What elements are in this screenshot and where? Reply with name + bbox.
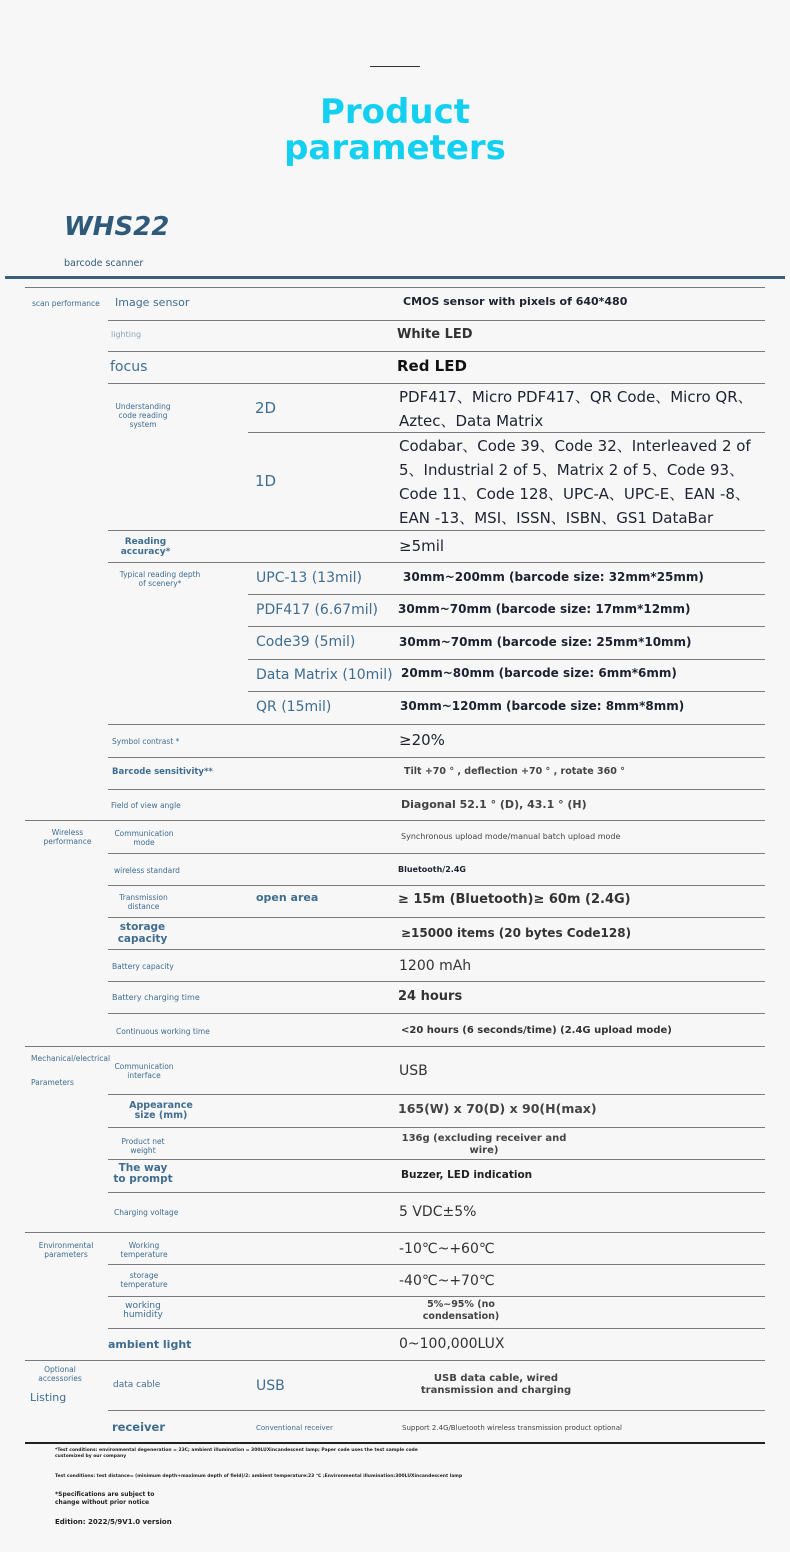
depth-range-3: 30mm~70mm (barcode size: 25mm*10mm) bbox=[399, 635, 692, 649]
storage-temp-label: storage temperature bbox=[120, 1271, 168, 1289]
lighting-label: lighting bbox=[111, 330, 142, 339]
comm-mode-label: Communication mode bbox=[114, 829, 174, 847]
rule bbox=[108, 853, 765, 854]
section-listing: Listing bbox=[30, 1391, 67, 1404]
receiver-value: Support 2.4G/Bluetooth wireless transmission product optional bbox=[402, 1424, 622, 1432]
weight-value: 136g (excluding receiver and wire) bbox=[401, 1133, 567, 1156]
rule bbox=[108, 1264, 765, 1265]
footer-note-1: *Test conditions: environmental degeneration = 23C; ambient illumination = 300LUXincandescent lamp; Paper code uses the test sample code customized by our company bbox=[55, 1448, 418, 1459]
symbol-contrast-label: Symbol contrast * bbox=[112, 737, 180, 746]
size-value: 165(W) x 70(D) x 90(H(max) bbox=[398, 1101, 597, 1116]
depth-range-5: 30mm~120mm (barcode size: 8mm*8mm) bbox=[400, 699, 685, 713]
weight-label: Product net weight bbox=[121, 1137, 165, 1155]
focus-label: focus bbox=[110, 359, 148, 375]
rule bbox=[108, 1094, 765, 1095]
transmission-label: Transmission distance bbox=[119, 893, 168, 911]
code-1d-value: Codabar、Code 39、Code 32、Interleaved 2 of 5、Industrial 2 of 5、Matrix 2 of 5、Code 93、Code 11、Code 128、UPC-A、UPC-E、EAN -8、EAN -13、MSI、ISSN、ISBN、GS1 DataBar bbox=[399, 437, 751, 527]
size-label: Appearance size (mm) bbox=[129, 1100, 193, 1121]
charging-time-label: Battery charging time bbox=[112, 993, 200, 1002]
work-temp-value: -10℃~+60℃ bbox=[399, 1241, 495, 1257]
storage-value: ≥15000 items (20 bytes Code128) bbox=[401, 926, 632, 940]
storage-label: storage capacity bbox=[117, 921, 168, 945]
reading-accuracy-value: ≥5mil bbox=[399, 537, 445, 555]
fov-value: Diagonal 52.1 ° (D), 43.1 ° (H) bbox=[401, 798, 587, 811]
rule bbox=[25, 1232, 765, 1233]
page-title-line1: Product bbox=[320, 92, 470, 132]
model-name: WHS22 bbox=[64, 212, 170, 242]
receiver-label: receiver bbox=[112, 1420, 165, 1434]
data-cable-value: USB data cable, wired transmission and charging bbox=[420, 1373, 572, 1396]
depth-code-4: Data Matrix (10mil) bbox=[256, 667, 393, 683]
comm-mode-value: Synchronous upload mode/manual batch upload mode bbox=[401, 832, 621, 841]
image-sensor-label: Image sensor bbox=[115, 296, 190, 309]
data-cable-sub: USB bbox=[256, 1378, 285, 1394]
rule bbox=[108, 1296, 765, 1297]
code-2d-value: PDF417、Micro PDF417、QR Code、Micro QR、Aztec、Data Matrix bbox=[399, 388, 753, 430]
code-system-label: Understanding code reading system bbox=[115, 402, 171, 429]
data-cable-label: data cable bbox=[113, 1380, 161, 1390]
footer-note-3: *Specifications are subject to change without prior notice bbox=[55, 1491, 155, 1506]
rule bbox=[25, 1046, 765, 1047]
section-optional: Optional accessories bbox=[38, 1365, 82, 1383]
page-title bbox=[240, 94, 550, 166]
work-temp-label: Working temperature bbox=[120, 1241, 168, 1259]
receiver-sub: Conventional receiver bbox=[256, 1424, 333, 1432]
battery-label: Battery capacity bbox=[112, 962, 174, 971]
rule bbox=[108, 351, 765, 352]
rule bbox=[248, 594, 765, 595]
header-divider bbox=[370, 66, 420, 67]
rule bbox=[108, 885, 765, 886]
code-1d-label: 1D bbox=[255, 472, 277, 490]
rule bbox=[108, 949, 765, 950]
footer-thick-rule bbox=[25, 1442, 765, 1444]
depth-range-4: 20mm~80mm (barcode size: 6mm*6mm) bbox=[401, 666, 677, 680]
rule bbox=[248, 659, 765, 660]
footer-note-2: Test conditions: test distance= (minimum depth+maximum depth of field)/2: ambient temperature:23 ℃ ;Environmental illumination:300LUXincandescent lamp bbox=[55, 1474, 463, 1479]
depth-range-2: 30mm~70mm (barcode size: 17mm*12mm) bbox=[398, 602, 691, 616]
section-environmental: Environmental parameters bbox=[38, 1241, 94, 1259]
working-time-label: Continuous working time bbox=[116, 1027, 210, 1036]
prompt-label: The way to prompt bbox=[113, 1162, 173, 1185]
ambient-label: ambient light bbox=[108, 1338, 192, 1351]
working-time-value: <20 hours (6 seconds/time) (2.4G upload mode) bbox=[401, 1025, 672, 1036]
rule bbox=[25, 820, 765, 821]
lighting-value: White LED bbox=[397, 327, 473, 342]
barcode-sensitivity-label: Barcode sensitivity** bbox=[112, 767, 213, 777]
comm-interface-value: USB bbox=[399, 1063, 428, 1079]
rule bbox=[248, 626, 765, 627]
depth-range-1: 30mm~200mm (barcode size: 32mm*25mm) bbox=[403, 570, 704, 584]
code-2d-label: 2D bbox=[255, 399, 277, 417]
comm-interface-label: Communication interface bbox=[114, 1062, 174, 1080]
rule bbox=[108, 1013, 765, 1014]
rule bbox=[108, 789, 765, 790]
section-mech-1: Mechanical/electrical bbox=[31, 1054, 111, 1063]
wireless-std-label: wireless standard bbox=[114, 866, 180, 875]
depth-code-2: PDF417 (6.67mil) bbox=[256, 602, 378, 618]
transmission-sub: open area bbox=[256, 891, 319, 904]
rule bbox=[108, 1127, 765, 1128]
ambient-value: 0~100,000LUX bbox=[399, 1336, 505, 1352]
rule bbox=[108, 530, 765, 531]
voltage-value: 5 VDC±5% bbox=[399, 1204, 477, 1220]
rule bbox=[108, 383, 765, 384]
humidity-label: working humidity bbox=[123, 1301, 163, 1320]
rule bbox=[108, 724, 765, 725]
fov-label: Field of view angle bbox=[111, 801, 181, 810]
depth-code-5: QR (15mil) bbox=[256, 699, 332, 715]
product-type: barcode scanner bbox=[64, 258, 144, 269]
charging-time-value: 24 hours bbox=[398, 989, 463, 1004]
rule bbox=[108, 1192, 765, 1193]
rule bbox=[108, 562, 765, 563]
section-wireless: Wireless performance bbox=[43, 828, 92, 846]
rule bbox=[108, 981, 765, 982]
depth-code-3: Code39 (5mil) bbox=[256, 634, 356, 650]
image-sensor-value: CMOS sensor with pixels of 640*480 bbox=[403, 295, 628, 308]
barcode-sensitivity-value: Tilt +70 ° , deflection +70 ° , rotate 360 ° bbox=[404, 766, 625, 777]
depth-code-1: UPC-13 (13mil) bbox=[256, 570, 362, 586]
rule bbox=[108, 1410, 765, 1411]
symbol-contrast-value: ≥20% bbox=[399, 731, 445, 749]
rule bbox=[108, 757, 765, 758]
focus-value: Red LED bbox=[397, 357, 467, 375]
rule bbox=[108, 917, 765, 918]
rule bbox=[25, 1360, 765, 1361]
section-scan: scan performance bbox=[32, 299, 100, 308]
footer-edition: Edition: 2022/5/9V1.0 version bbox=[55, 1518, 172, 1526]
page-title-line2: parameters bbox=[284, 128, 506, 168]
transmission-value: ≥ 15m (Bluetooth)≥ 60m (2.4G) bbox=[398, 892, 631, 907]
voltage-label: Charging voltage bbox=[114, 1208, 179, 1217]
rule bbox=[108, 320, 765, 321]
wireless-std-value: Bluetooth/2.4G bbox=[398, 865, 466, 874]
rule bbox=[25, 287, 765, 288]
humidity-value: 5%~95% (no condensation) bbox=[422, 1299, 500, 1322]
prompt-value: Buzzer, LED indication bbox=[401, 1169, 533, 1181]
depth-label: Typical reading depth of scenery* bbox=[119, 570, 201, 588]
reading-accuracy-label: Reading accuracy* bbox=[120, 537, 171, 557]
rule bbox=[248, 691, 765, 692]
section-mech-2: Parameters bbox=[31, 1078, 74, 1087]
storage-temp-value: -40℃~+70℃ bbox=[399, 1273, 495, 1289]
rule bbox=[108, 1159, 765, 1160]
header-thick-rule bbox=[5, 276, 785, 279]
battery-value: 1200 mAh bbox=[399, 958, 472, 974]
rule bbox=[108, 1328, 765, 1329]
